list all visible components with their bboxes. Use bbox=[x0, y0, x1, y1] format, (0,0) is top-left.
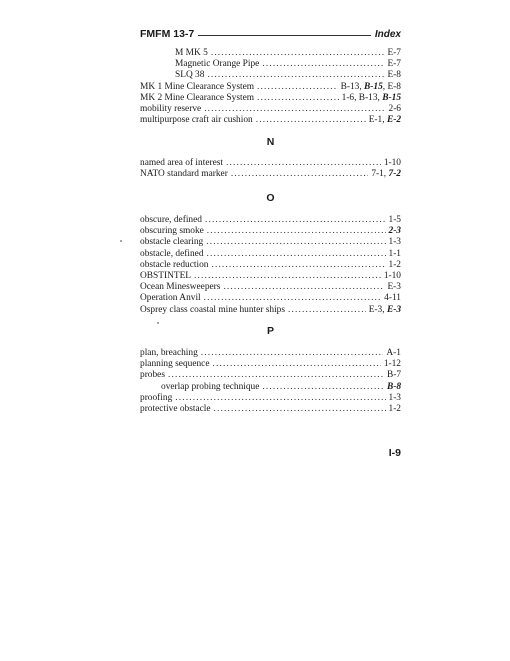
dot-leader bbox=[223, 281, 384, 293]
dot-leader bbox=[168, 369, 384, 381]
index-page-refs bbox=[389, 236, 402, 248]
page-ref: 1-12 bbox=[383, 359, 401, 370]
page-ref: 1-2 bbox=[388, 259, 401, 270]
page-ref: 7-2 bbox=[388, 169, 401, 180]
index-page-refs bbox=[389, 259, 402, 271]
index-entry bbox=[140, 392, 401, 404]
index-page-refs bbox=[371, 168, 401, 180]
page-ref: 1-1 bbox=[388, 248, 401, 259]
page-ref: A-1 bbox=[386, 348, 401, 358]
index-term: Ocean Minesweepers bbox=[140, 282, 221, 293]
index-entry bbox=[140, 214, 401, 226]
index-entry bbox=[140, 270, 401, 282]
page-ref: B-15 bbox=[382, 92, 401, 103]
index-page-refs bbox=[342, 92, 401, 104]
index-term: obscuring smoke bbox=[140, 226, 204, 237]
page-ref: E-8 bbox=[387, 70, 401, 81]
index-entry bbox=[140, 369, 401, 381]
page-ref: B-7 bbox=[386, 370, 401, 381]
index-entry bbox=[140, 281, 401, 293]
dot-leader bbox=[231, 168, 368, 180]
page-ref: 1-5 bbox=[388, 215, 401, 225]
index-entry bbox=[140, 304, 401, 316]
index-term: SLQ 38 bbox=[175, 70, 205, 81]
index-entry bbox=[140, 236, 401, 248]
index-page-refs bbox=[384, 292, 401, 304]
dot-leader bbox=[288, 304, 366, 316]
index-term: multipurpose craft air cushion bbox=[140, 115, 253, 126]
index-entry bbox=[140, 92, 401, 104]
page-ref: E-7 bbox=[387, 48, 401, 58]
index-term: obstacle clearing bbox=[140, 237, 204, 248]
dot-leader bbox=[211, 47, 385, 59]
index-term: M MK 5 bbox=[175, 48, 208, 58]
dot-leader bbox=[194, 270, 381, 282]
dot-leader bbox=[207, 248, 386, 260]
dot-leader bbox=[262, 381, 384, 393]
index-entry bbox=[140, 358, 401, 370]
index-entry bbox=[175, 58, 401, 70]
index-page-refs bbox=[389, 225, 402, 237]
page-ref: E-7 bbox=[387, 59, 401, 70]
index-term: named area of interest bbox=[140, 158, 224, 168]
section-letter-n: N bbox=[266, 136, 275, 148]
index-page-refs bbox=[389, 214, 402, 226]
dot-leader bbox=[175, 392, 385, 404]
index-page-refs bbox=[389, 248, 402, 260]
index-term: MK 1 Mine Clearance System bbox=[140, 81, 255, 92]
index-entry bbox=[140, 168, 401, 180]
index-entry bbox=[161, 381, 401, 393]
page-ref: 1-10 bbox=[383, 271, 401, 281]
dot-leader bbox=[204, 103, 385, 115]
dot-leader bbox=[257, 92, 339, 104]
scan-speck bbox=[157, 322, 159, 324]
dot-leader bbox=[257, 81, 338, 93]
index-page-refs bbox=[384, 270, 401, 282]
index-page-refs bbox=[387, 369, 401, 381]
index-entry bbox=[140, 259, 401, 271]
index-term: obstacle reduction bbox=[140, 259, 209, 270]
dot-leader bbox=[204, 292, 381, 304]
index-page-refs bbox=[387, 47, 401, 59]
index-term: planning sequence bbox=[140, 359, 210, 370]
header-rule bbox=[198, 35, 371, 36]
index-entry bbox=[140, 157, 401, 169]
page-ref: B-8 bbox=[386, 381, 401, 392]
dot-leader bbox=[207, 225, 386, 237]
index-term: obscure, defined bbox=[140, 215, 202, 225]
scan-speck bbox=[120, 240, 122, 242]
index-page-refs bbox=[341, 81, 401, 93]
page-ref: 4-11 bbox=[384, 293, 401, 304]
dot-leader bbox=[206, 236, 385, 248]
dot-leader bbox=[201, 347, 384, 359]
header-manual-id: FMFM 13-7 bbox=[140, 28, 195, 40]
index-term: OBSTINTEL bbox=[140, 271, 192, 281]
index-page-refs bbox=[389, 103, 402, 115]
page-ref: E-3 bbox=[387, 282, 401, 293]
index-page-refs bbox=[387, 69, 401, 81]
page-ref: E-3, bbox=[368, 304, 387, 315]
dot-leader bbox=[214, 403, 386, 415]
index-page-refs bbox=[384, 358, 401, 370]
index-term: Magnetic Orange Pipe bbox=[175, 59, 260, 70]
page-ref: 1-10 bbox=[383, 158, 401, 168]
index-term: overlap probing technique bbox=[161, 381, 260, 392]
index-term: NATO standard marker bbox=[140, 169, 228, 180]
index-entry bbox=[140, 81, 401, 93]
index-page-refs bbox=[387, 381, 401, 393]
index-page-refs bbox=[386, 347, 401, 359]
index-entry bbox=[140, 292, 401, 304]
index-term: MK 2 Mine Clearance System bbox=[140, 92, 255, 103]
dot-leader bbox=[256, 114, 366, 126]
dot-leader bbox=[205, 214, 386, 226]
index-term: Operation Anvil bbox=[140, 293, 201, 304]
index-page-refs bbox=[369, 304, 401, 316]
page-ref: 1-6, B-13, bbox=[341, 92, 383, 103]
index-page-refs bbox=[384, 157, 401, 169]
page-number: I-9 bbox=[388, 447, 401, 459]
index-term: plan, breaching bbox=[140, 348, 198, 358]
index-entry bbox=[175, 47, 401, 59]
page-ref: 7-1, bbox=[371, 169, 389, 180]
section-letter-o: O bbox=[266, 192, 275, 204]
page-ref: 2-3 bbox=[388, 226, 401, 237]
index-term: protective obstacle bbox=[140, 404, 211, 414]
dot-leader bbox=[226, 157, 381, 169]
dot-leader bbox=[207, 69, 384, 81]
index-entry bbox=[140, 114, 401, 126]
dot-leader bbox=[262, 58, 384, 70]
section-letter-p: P bbox=[266, 325, 274, 337]
page-ref: E-3 bbox=[386, 304, 401, 315]
index-entry bbox=[140, 225, 401, 237]
index-term: Osprey class coastal mine hunter ships bbox=[140, 304, 286, 315]
page-ref: B-15 bbox=[364, 81, 383, 92]
page-ref: 1-3 bbox=[388, 392, 401, 403]
index-page-refs bbox=[389, 392, 402, 404]
header-section-title: Index bbox=[374, 28, 401, 40]
index-entry bbox=[175, 69, 401, 81]
index-term: obstacle, defined bbox=[140, 248, 204, 259]
index-term: mobility reserve bbox=[140, 104, 202, 114]
page-ref: B-13, bbox=[340, 81, 365, 92]
index-term: probes bbox=[140, 370, 165, 381]
running-header bbox=[140, 27, 401, 41]
page-ref: 2-6 bbox=[388, 104, 401, 114]
dot-leader bbox=[211, 259, 385, 271]
index-entry bbox=[140, 403, 401, 415]
page-ref: 1-2 bbox=[388, 404, 401, 414]
page-ref: 1-3 bbox=[388, 237, 401, 248]
index-term: proofing bbox=[140, 392, 173, 403]
page-ref: , E-8 bbox=[382, 81, 401, 92]
index-entry bbox=[140, 103, 401, 115]
index-entry bbox=[140, 347, 401, 359]
index-page-refs bbox=[387, 58, 401, 70]
page-ref: E-1, bbox=[368, 115, 387, 126]
index-entry bbox=[140, 248, 401, 260]
index-page-refs bbox=[387, 281, 401, 293]
page-ref: E-2 bbox=[386, 115, 401, 126]
dot-leader bbox=[213, 358, 381, 370]
index-page-refs bbox=[369, 114, 401, 126]
index-page-refs bbox=[389, 403, 402, 415]
